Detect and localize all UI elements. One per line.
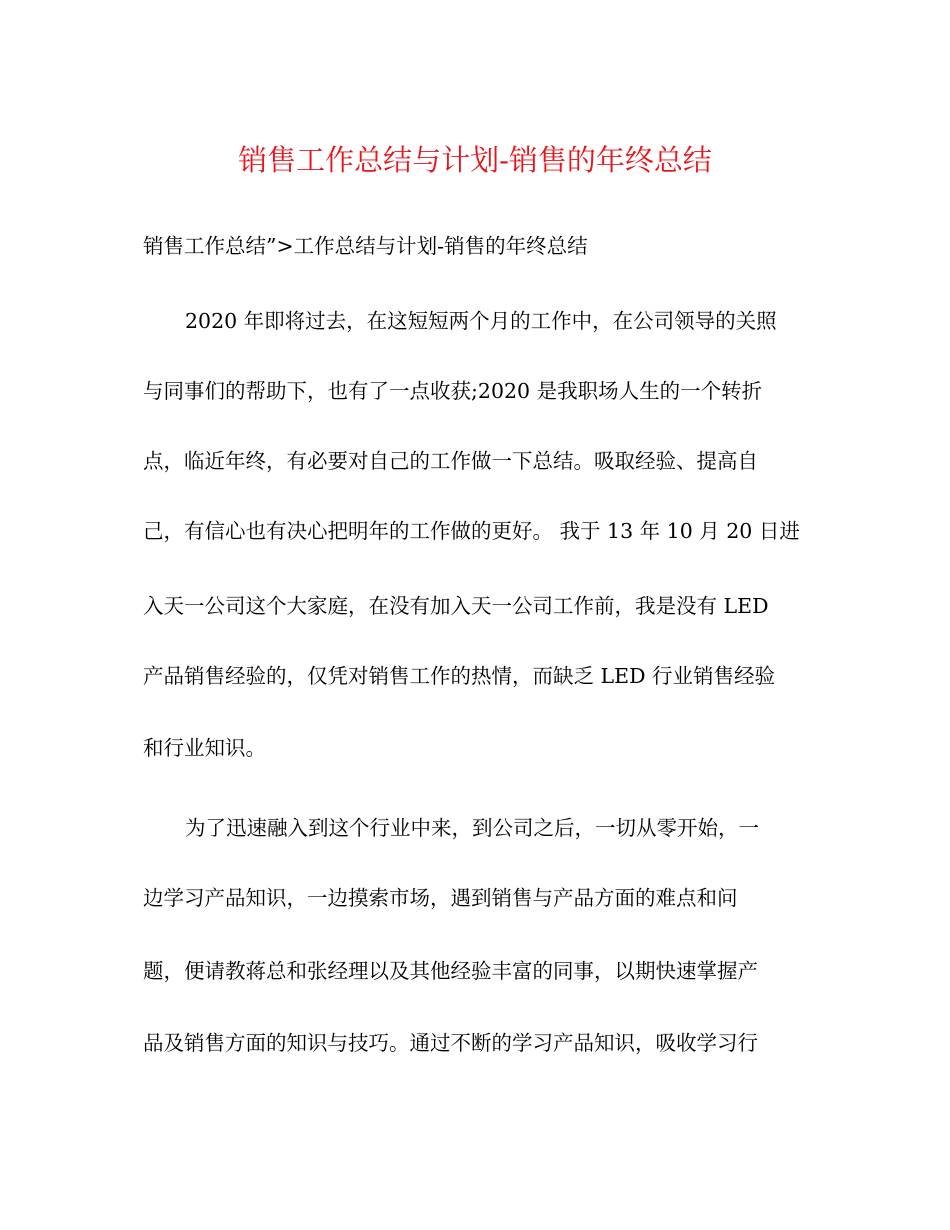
paragraph-line: 点，临近年终，有必要对自己的工作做一下总结。吸取经验、提高自 bbox=[143, 449, 758, 473]
breadcrumb: 销售工作总结”>工作总结与计划-销售的年终总结 bbox=[143, 234, 588, 258]
paragraph-line: 与同事们的帮助下，也有了一点收获;2020 是我职场人生的一个转折 bbox=[143, 379, 763, 403]
paragraph-line: 2020 年即将过去，在这短短两个月的工作中，在公司领导的关照 bbox=[185, 309, 777, 333]
paragraph-line: 己，有信心也有决心把明年的工作做的更好。 我于 13 年 10 月 20 日进 bbox=[143, 519, 800, 543]
paragraph-line: 和行业知识。 bbox=[143, 736, 266, 760]
paragraph-line: 边学习产品知识，一边摸索市场，遇到销售与产品方面的难点和问 bbox=[143, 886, 738, 910]
paragraph-line: 品及销售方面的知识与技巧。通过不断的学习产品知识，吸收学习行 bbox=[143, 1031, 758, 1055]
paragraph-line: 为了迅速融入到这个行业中来，到公司之后，一切从零开始，一 bbox=[185, 816, 759, 840]
paragraph-line: 题，便请教蒋总和张经理以及其他经验丰富的同事，以期快速掌握产 bbox=[143, 959, 758, 983]
paragraph-line: 入天一公司这个大家庭，在没有加入天一公司工作前，我是没有 LED bbox=[143, 594, 769, 618]
document-title: 销售工作总结与计划-销售的年终总结 bbox=[238, 143, 712, 177]
paragraph-line: 产品销售经验的，仅凭对销售工作的热情，而缺乏 LED 行业销售经验 bbox=[143, 664, 776, 688]
